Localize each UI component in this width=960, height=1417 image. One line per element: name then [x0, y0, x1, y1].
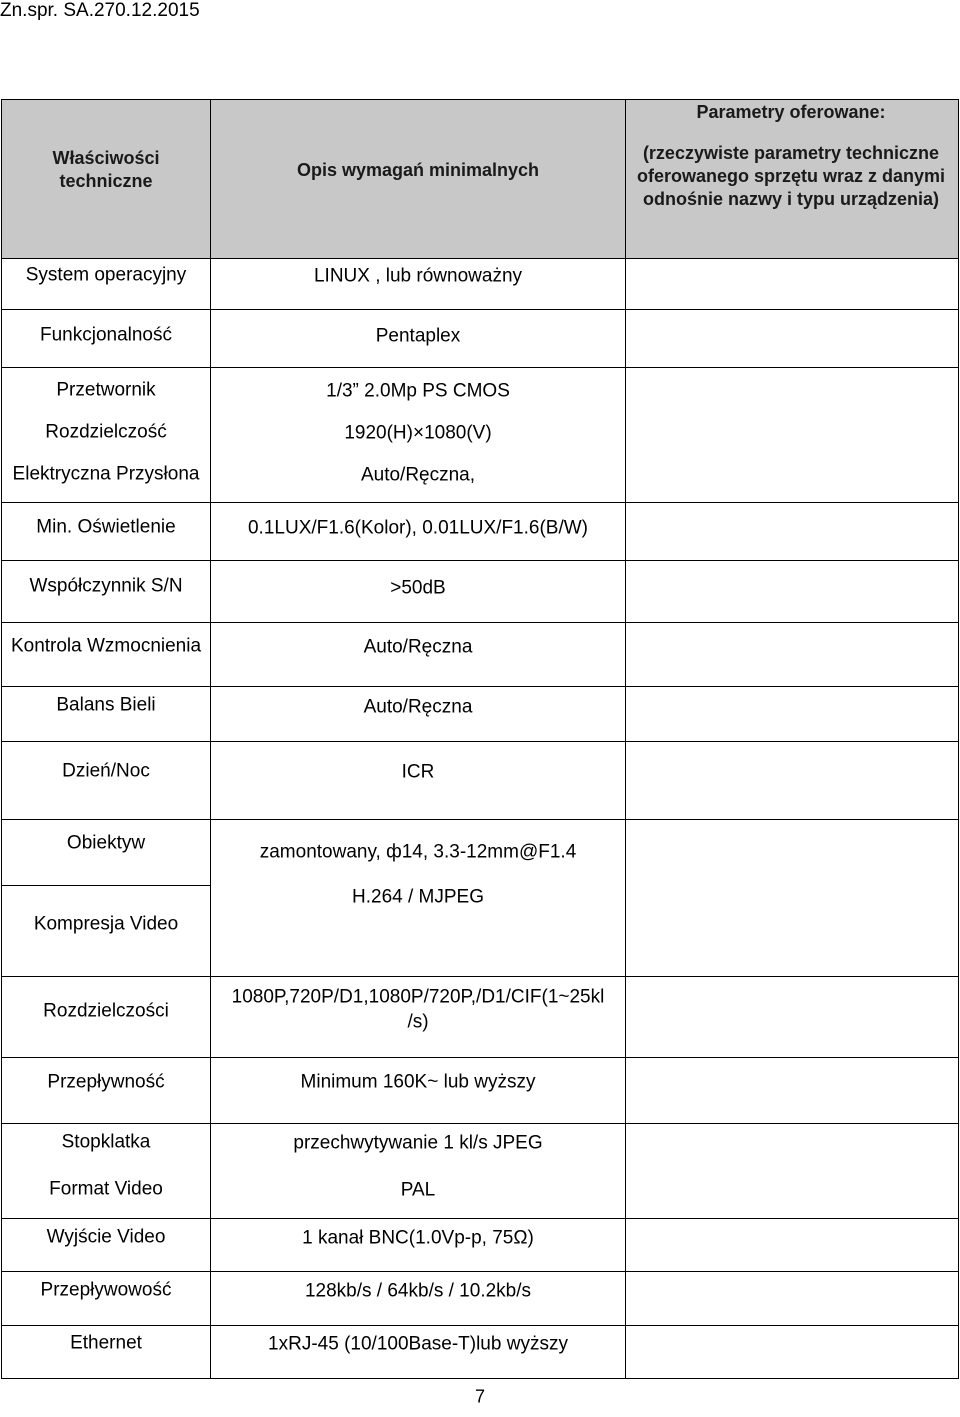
requirement-value: przechwytywanie 1 kl/s JPEG: [293, 1132, 543, 1154]
table-border-top: [1, 99, 959, 100]
page-number: 7: [474, 1386, 486, 1407]
requirement-value: 1/3” 2.0Mp PS CMOS: [326, 380, 510, 402]
property-label: Rozdzielczości: [43, 1000, 169, 1022]
requirement-value: 0.1LUX/F1.6(Kolor), 0.01LUX/F1.6(B/W): [247, 517, 589, 539]
property-label: Kontrola Wzmocnienia: [10, 635, 202, 657]
table-border-right: [958, 99, 959, 1379]
requirement-value: >50dB: [390, 577, 446, 599]
requirement-value: Minimum 160K~ lub wyższy: [300, 1071, 536, 1093]
requirement-value: Pentaplex: [375, 325, 461, 347]
property-label: Kompresja Video: [33, 913, 179, 935]
column-divider: [210, 99, 211, 1379]
property-label: Wyjście Video: [46, 1226, 166, 1248]
row-divider: [1, 560, 959, 561]
requirement-value: 1920(H)×1080(V): [344, 422, 492, 444]
requirement-value: Auto/Ręczna,: [360, 464, 476, 486]
requirement-value: 1xRJ-45 (10/100Base-T)lub wyższy: [268, 1333, 568, 1355]
row-divider: [1, 1271, 959, 1272]
row-divider: [1, 1218, 959, 1219]
requirement-value: 1 kanał BNC(1.0Vp-p, 75Ω): [302, 1227, 534, 1249]
document-reference: Zn.spr. SA.270.12.2015: [0, 0, 200, 21]
requirement-value-continued: /s): [407, 1011, 429, 1033]
requirement-value: PAL: [400, 1179, 436, 1201]
row-divider: [1, 741, 959, 742]
property-label: Przepływność: [47, 1071, 165, 1093]
property-label: Współczynnik S/N: [29, 575, 183, 597]
header-requirements: Opis wymagań minimalnych: [296, 160, 540, 180]
row-divider: [1, 885, 211, 886]
requirement-value: 128kb/s / 64kb/s / 10.2kb/s: [304, 1280, 532, 1302]
property-label: Przepływowość: [40, 1279, 172, 1301]
property-label: System operacyjny: [25, 264, 187, 286]
requirement-value: ICR: [401, 761, 435, 783]
row-divider: [1, 367, 959, 368]
table-border-bottom: [1, 1378, 959, 1379]
property-label: Przetwornik: [56, 379, 156, 401]
header-properties: Właściwości techniczne: [52, 148, 160, 191]
requirement-value: LINUX , lub równoważny: [313, 265, 523, 287]
header-divider: [1, 258, 959, 259]
requirement-value: Auto/Ręczna: [363, 696, 473, 718]
column-divider: [625, 99, 626, 1379]
requirement-value: Auto/Ręczna: [363, 636, 473, 658]
requirement-value: H.264 / MJPEG: [352, 886, 484, 908]
row-divider: [1, 1057, 959, 1058]
header-offered-description: (rzeczywiste parametry techniczne oferowanego sprzętu wraz z danymi odnośnie nazwy i typu urządzenia): [636, 143, 946, 209]
property-label: Dzień/Noc: [62, 760, 150, 782]
property-label: Min. Oświetlenie: [36, 516, 176, 538]
property-label: Elektryczna Przysłona: [12, 463, 200, 485]
requirement-value: zamontowany, ф14, 3.3-12mm@F1.4: [259, 841, 577, 863]
property-label: Balans Bieli: [56, 694, 156, 716]
row-divider: [1, 686, 959, 687]
property-label: Rozdzielczość: [45, 421, 167, 443]
row-divider: [1, 1325, 959, 1326]
property-label: Ethernet: [70, 1332, 142, 1354]
row-divider: [1, 1123, 959, 1124]
property-label: Format Video: [49, 1178, 163, 1200]
row-divider: [1, 622, 959, 623]
table-border-left: [1, 99, 2, 1379]
row-divider: [1, 819, 959, 820]
property-label: Funkcjonalność: [39, 324, 173, 346]
row-divider: [1, 309, 959, 310]
requirement-value: 1080P,720P/D1,1080P/720P,/D1/CIF(1~25kl: [231, 986, 605, 1008]
property-label: Stopklatka: [61, 1131, 151, 1153]
header-offered-title: Parametry oferowane:: [696, 102, 886, 122]
property-label: Obiektyw: [66, 832, 146, 854]
row-divider: [1, 502, 959, 503]
row-divider: [1, 976, 959, 977]
